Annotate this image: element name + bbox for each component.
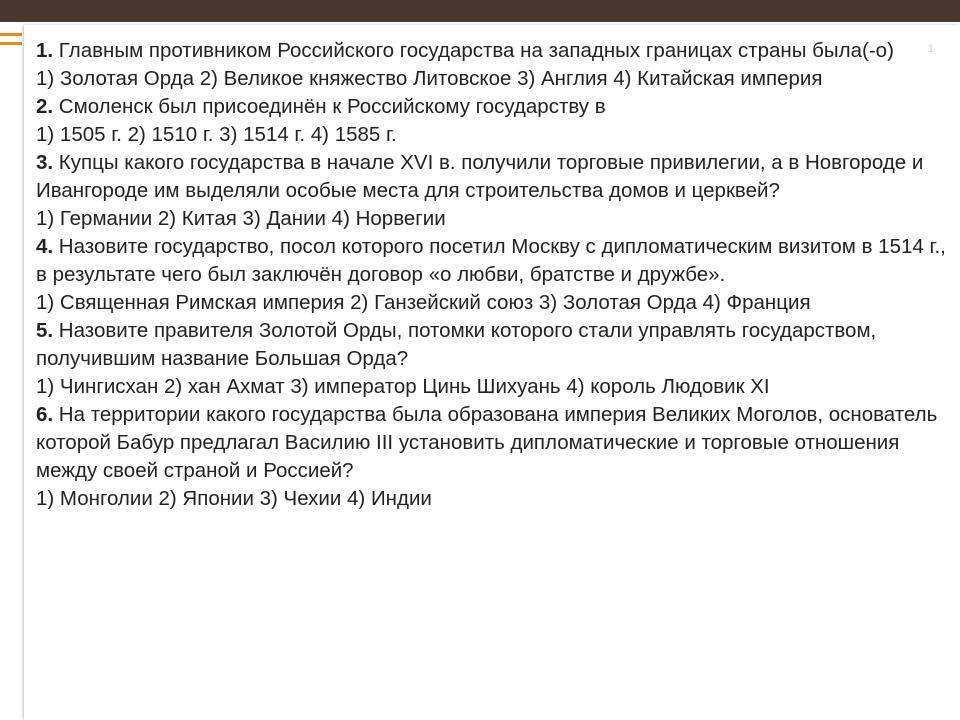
question-text <box>36 93 952 121</box>
question-text <box>36 401 952 485</box>
question-body: Назовите государство, посол которого посетил Москву с дипломатическим визитом в 1514 г., в результате чего был заключён договор «о любви, братстве и дружбе». <box>36 235 946 286</box>
question-4 <box>36 233 952 317</box>
slide-number: 1 <box>927 43 934 55</box>
question-number: 5. <box>36 319 54 342</box>
question-number: 6. <box>36 403 54 426</box>
answer-options: 1) Священная Римская империя 2) Ганзейский союз 3) Золотая Орда 4) Франция <box>36 291 811 314</box>
answer-options: 1) Германии 2) Китая 3) Дании 4) Норвегии <box>36 207 446 230</box>
accent-line-top <box>0 33 22 36</box>
top-decorative-band <box>0 0 960 22</box>
answer-options: 1) Чингисхан 2) хан Ахмат 3) император Цинь Шихуань 4) король Людовик XI <box>36 375 770 398</box>
question-body: Смоленск был присоединён к Российскому государству в <box>53 95 606 118</box>
question-text <box>36 149 952 205</box>
question-text <box>36 317 952 373</box>
question-6 <box>36 401 952 513</box>
question-body: Главным противником Российского государства на западных границах страны была(-о) <box>53 39 894 62</box>
answer-options: 1) Монголии 2) Японии 3) Чехии 4) Индии <box>36 487 432 510</box>
question-1 <box>36 37 952 93</box>
question-body: Купцы какого государства в начале XVI в. получили торговые привилегии, а в Новгороде и Ивангороде им выделяли особые места для строительства домов и церквей? <box>36 151 924 202</box>
answer-options: 1) 1505 г. 2) 1510 г. 3) 1514 г. 4) 1585 г. <box>36 123 397 146</box>
answer-options: 1) Золотая Орда 2) Великое княжество Литовское 3) Англия 4) Китайская империя <box>36 67 823 90</box>
question-number: 4. <box>36 235 54 258</box>
questions-content <box>36 37 952 513</box>
question-number: 1. <box>36 39 54 62</box>
question-5 <box>36 317 952 401</box>
question-3 <box>36 149 952 233</box>
accent-line-bottom <box>0 42 22 45</box>
question-body: На территории какого государства была образована империя Великих Моголов, основатель которой Бабур предлагал Василию III установить дипломатические и торговые отношения между своей страной и Россией? <box>36 403 938 482</box>
question-2 <box>36 93 952 149</box>
question-number: 2. <box>36 95 54 118</box>
question-text <box>36 233 952 289</box>
question-text <box>36 37 952 65</box>
question-body: Назовите правителя Золотой Орды, потомки которого стали управлять государством, получившим название Большая Орда? <box>36 319 877 370</box>
question-number: 3. <box>36 151 54 174</box>
